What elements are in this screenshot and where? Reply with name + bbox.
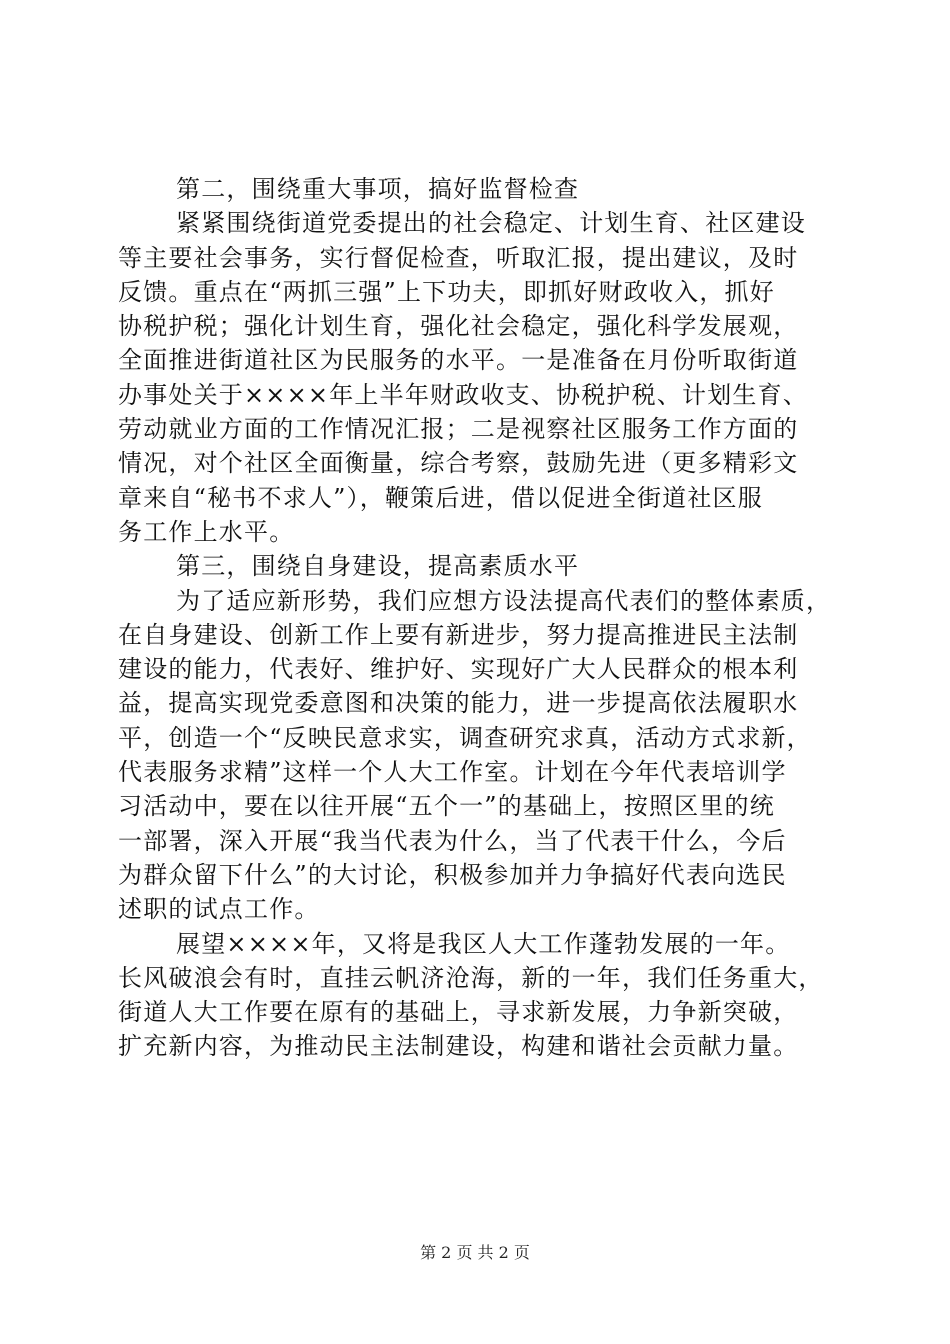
- document-body: [118, 172, 833, 1064]
- paragraph-line: 代表服务求精”这样一个人大工作室。计划在今年代表培训学: [118, 758, 787, 787]
- section-heading: 第三，围绕自身建设，提高素质水平: [176, 552, 580, 581]
- paragraph-line: 益，提高实现党委意图和决策的能力，进一步提高依法履职水: [118, 689, 799, 718]
- paragraph-line: 协税护税；强化计划生育，强化社会稳定，强化科学发展观，: [118, 312, 799, 341]
- paragraph-line: 劳动就业方面的工作情况汇报；二是视察社区服务工作方面的: [118, 415, 799, 444]
- page-number-footer: 第 2 页 共 2 页: [420, 1243, 530, 1262]
- paragraph-line: 办事处关于××××年上半年财政收支、协税护税、计划生育、: [118, 380, 809, 409]
- section-heading: 第二，围绕重大事项，搞好监督检查: [176, 175, 580, 203]
- paragraph-line: 习活动中，要在以往开展“五个一”的基础上，按照区里的统: [118, 792, 775, 821]
- paragraph-line: 平，创造一个“反映民意求实，调查研究求真，活动方式求新，: [118, 723, 812, 752]
- paragraph-line: 紧紧围绕街道党委提出的社会稳定、计划生育、社区建设: [176, 209, 806, 238]
- paragraph-line: 扩充新内容，为推动民主法制建设，构建和谐社会贡献力量。: [118, 1032, 799, 1061]
- paragraph-line: 长风破浪会有时，直挂云帆济沧海，新的一年，我们任务重大，: [118, 963, 824, 992]
- paragraph-line: 为群众留下什么”的大讨论，积极参加并力争搞好代表向选民: [118, 860, 787, 889]
- paragraph-line: 为了适应新形势，我们应想方设法提高代表们的整体素质，: [176, 586, 832, 615]
- paragraph-line: 一部署，深入开展“我当代表为什么，当了代表干什么，今后: [118, 826, 787, 855]
- paragraph-line: 情况，对个社区全面衡量，综合考察，鼓励先进（更多精彩文: [118, 449, 799, 478]
- paragraph-line: 建设的能力，代表好、维护好、实现好广大人民群众的根本利: [118, 655, 799, 684]
- paragraph-line: 街道人大工作要在原有的基础上，寻求新发展，力争新突破，: [118, 998, 799, 1027]
- paragraph-line: 展望××××年，又将是我区人大工作蓬勃发展的一年。: [176, 929, 791, 958]
- paragraph-line: 等主要社会事务，实行督促检查，听取汇报，提出建议，及时: [118, 243, 799, 272]
- paragraph-line: 反馈。重点在“两抓三强”上下功夫，即抓好财政收入，抓好: [118, 277, 775, 306]
- paragraph-line: 务工作上水平。: [118, 517, 295, 546]
- paragraph-line: 全面推进街道社区为民服务的水平。一是准备在月份听取街道: [118, 346, 799, 375]
- paragraph-line: 章来自“秘书不求人”），鞭策后进，借以促进全街道社区服: [118, 483, 763, 512]
- paragraph-line: 述职的试点工作。: [118, 895, 320, 924]
- paragraph-line: 在自身建设、创新工作上要有新进步，努力提高推进民主法制: [118, 620, 799, 649]
